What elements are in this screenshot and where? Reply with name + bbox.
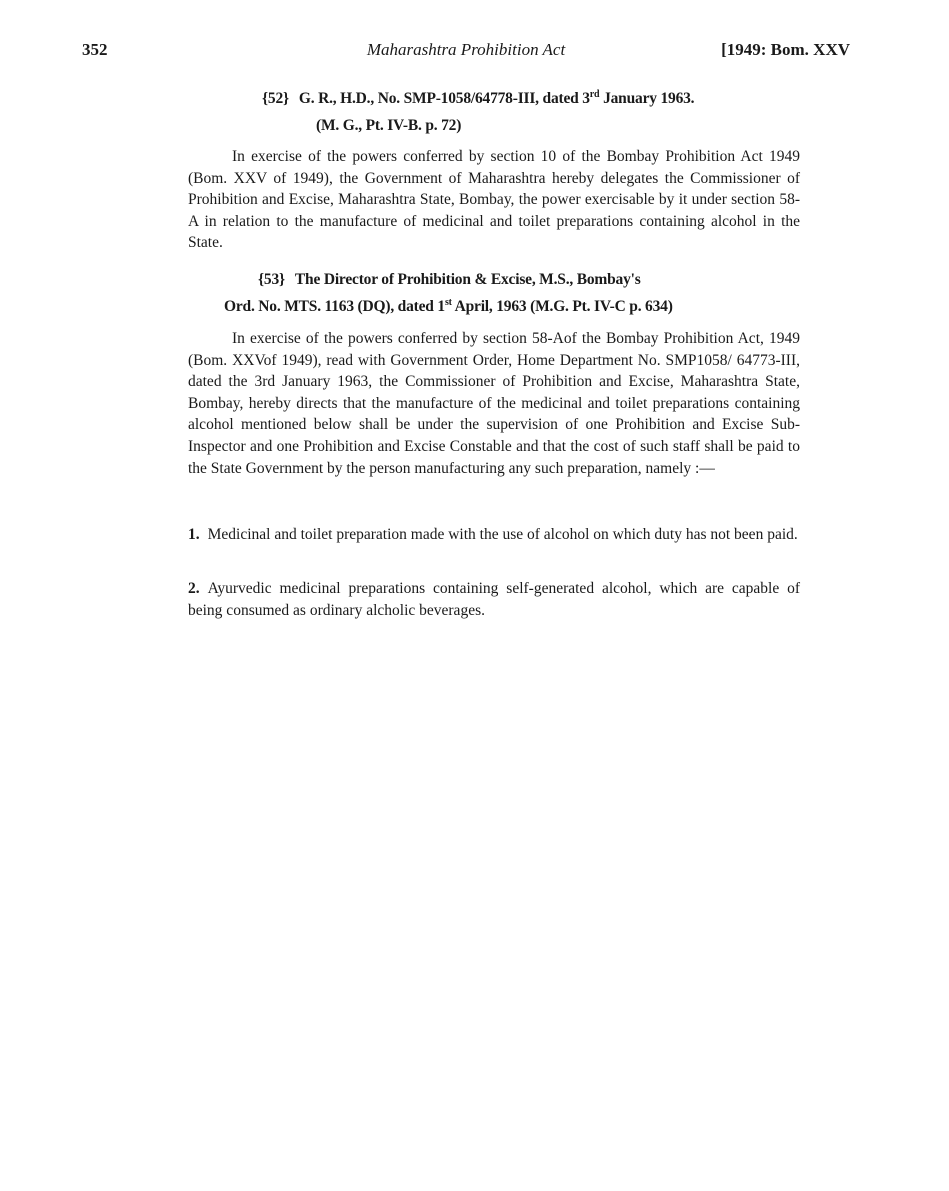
heading-text-end: January 1963. xyxy=(599,90,695,107)
subheading-text: Ord. No. MTS. 1163 (DQ), dated 1 xyxy=(224,298,445,315)
list-item-number: 2. xyxy=(188,580,200,597)
heading-text: G. R., H.D., No. SMP-1058/64778-III, dated 3 xyxy=(298,90,590,107)
section-53-subheading xyxy=(224,297,824,317)
section-52-heading xyxy=(262,89,822,109)
list-item-number: 1. xyxy=(188,526,200,543)
list-item xyxy=(188,524,800,546)
paragraph-text: In exercise of the powers conferred by section 10 of the Bombay Prohibition Act 1949 (Bom. XXV of 1949), the Government of Maharashtra hereby delegates the Commissioner of Prohibition and Excise, Maharashtra State, Bombay, the power exercisable by it under section 58-A in relation to the manufacture of medicinal and toilet preparations containing alcohol in the State. xyxy=(188,148,800,252)
ordinal-suffix: rd xyxy=(589,88,600,100)
running-title: Maharashtra Prohibition Act xyxy=(366,40,566,59)
list-item xyxy=(188,578,800,621)
section-52-subheading: (M. G., Pt. IV-B. p. 72) xyxy=(316,117,462,134)
section-52-paragraph xyxy=(188,146,800,254)
page-number: 352 xyxy=(82,40,108,59)
list-item-text: Ayurvedic medicinal preparations containing self-generated alcohol, which are capable of being consumed as ordinary alcholic beverages. xyxy=(188,580,800,619)
ordinal-suffix: st xyxy=(444,296,452,308)
subheading-text-end: April, 1963 (M.G. Pt. IV-C p. 634) xyxy=(451,298,673,315)
running-header xyxy=(82,40,850,66)
act-reference: [1949: Bom. XXV xyxy=(721,40,850,59)
section-53-heading xyxy=(258,270,818,290)
section-53-paragraph xyxy=(188,328,800,479)
section-number: {52} xyxy=(262,90,289,107)
list-item-text: Medicinal and toilet preparation made with the use of alcohol on which duty has not been paid. xyxy=(207,526,798,543)
heading-text: The Director of Prohibition & Excise, M.S., Bombay's xyxy=(294,271,641,288)
paragraph-text: In exercise of the powers conferred by section 58-Aof the Bombay Prohibition Act, 1949 (Bom. XXVof 1949), read with Government Order, Home Department No. SMP1058/ 64773-III, dated the 3rd January 1963, the Commissioner of Prohibition and Excise, Maharashtra State, Bombay, hereby directs that the manufacture of the medicinal and toilet preparations containing alcohol mentioned below shall be under the supervision of one Prohibition and Excise Sub-Inspector and one Prohibition and Excise Constable and that the cost of such staff shall be paid to the State Government by the person manufacturing any such preparation, namely :— xyxy=(188,330,800,477)
section-number: {53} xyxy=(258,271,285,288)
